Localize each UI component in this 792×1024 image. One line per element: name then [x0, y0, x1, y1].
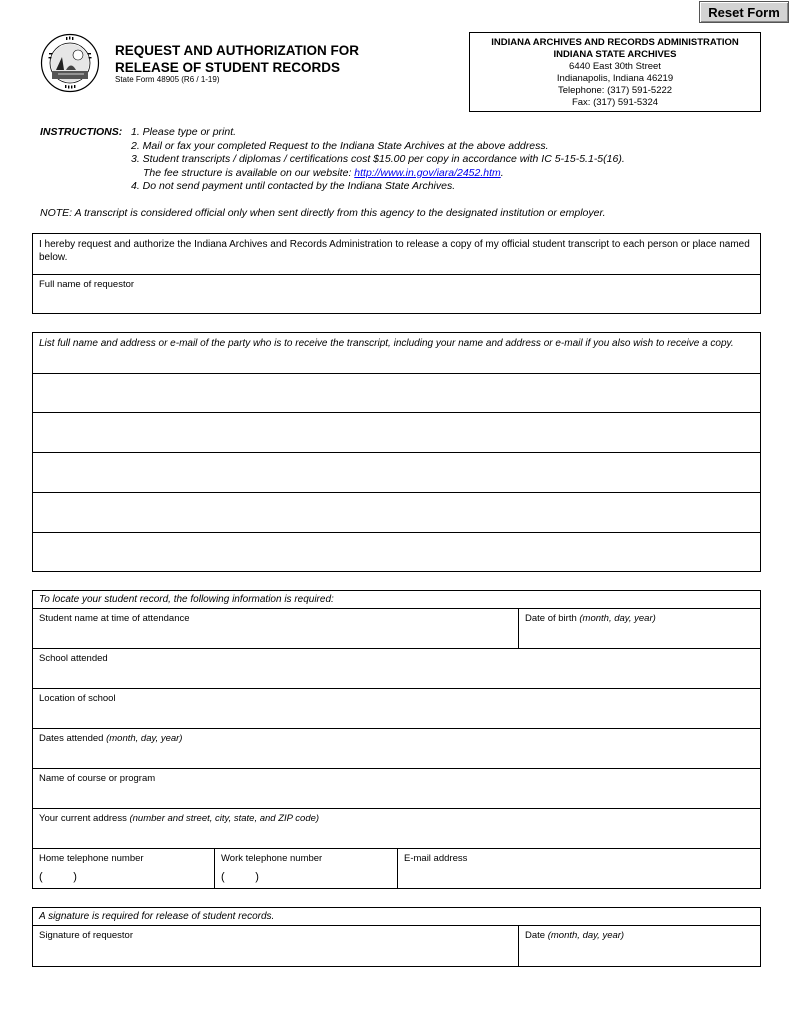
signature-header: A signature is required for release of student records.: [39, 911, 275, 922]
agency-division: INDIANA STATE ARCHIVES: [553, 49, 677, 60]
signature-field[interactable]: [33, 926, 518, 967]
authorization-statement: I hereby request and authorize the Indiana Archives and Records Administration to release a copy of my official student transcript to each person or place named below.: [39, 239, 750, 263]
instructions-label: INSTRUCTIONS:: [40, 126, 123, 138]
agency-telephone: Telephone: (317) 591-5222: [557, 85, 673, 96]
form-number: State Form 48905 (R6 / 1-19): [115, 75, 220, 84]
authorization-section: [32, 233, 761, 314]
state-seal-icon: [40, 33, 100, 93]
recipient-line-2[interactable]: [33, 412, 760, 452]
student-record-header: To locate your student record, the following information is required:: [39, 594, 334, 605]
form-title-line1: REQUEST AND AUTHORIZATION FOR: [115, 43, 359, 58]
signature-label: Signature of requestor: [39, 930, 134, 941]
work-telephone-field[interactable]: [214, 849, 397, 889]
signature-date-label: Date (month, day, year): [525, 930, 625, 941]
home-telephone-label: Home telephone number: [39, 853, 144, 864]
recipients-instruction: List full name and address or e-mail of the party who is to receive the transcript, including your name and address or e-mail if you also wish to receive a copy.: [39, 338, 734, 349]
form-title-line2: RELEASE OF STUDENT RECORDS: [115, 60, 341, 75]
agency-fax: Fax: (317) 591-5324: [571, 97, 659, 108]
reset-form-button[interactable]: Reset Form: [699, 1, 789, 23]
school-location-label: Location of school: [39, 693, 116, 704]
instruction-item: 3. Student transcripts / diplomas / certifications cost $15.00 per copy in accordance with IC 5-15-5.1-5(16).: [131, 153, 625, 166]
current-address-label: Your current address (number and street, city, state, and ZIP code): [39, 813, 320, 824]
agency-name: INDIANA ARCHIVES AND RECORDS ADMINISTRATION: [491, 37, 739, 48]
date-of-birth-field[interactable]: [518, 609, 760, 649]
agency-street: 6440 East 30th Street: [569, 61, 661, 72]
student-name-row: [33, 608, 760, 649]
recipient-line-1[interactable]: [33, 373, 760, 413]
email-label: E-mail address: [404, 853, 468, 864]
recipient-line-3[interactable]: [33, 452, 760, 492]
course-program-label: Name of course or program: [39, 773, 156, 784]
signature-header-row: [33, 908, 760, 926]
fee-structure-text: The fee structure is available on our website:: [143, 166, 355, 179]
current-address-field[interactable]: [33, 808, 760, 849]
instruction-item: 4. Do not send payment until contacted by the Indiana State Archives.: [131, 180, 456, 193]
official-transcript-note: NOTE: A transcript is considered official only when sent directly from this agency to the designated institution or employer.: [40, 207, 606, 219]
fee-structure-link[interactable]: http://www.in.gov/iara/2452.htm: [354, 166, 501, 179]
date-of-birth-label: Date of birth (month, day, year): [525, 613, 656, 624]
agency-address-box: [469, 32, 761, 112]
contact-row: [33, 848, 760, 889]
instructions-list: [131, 126, 751, 194]
authorization-statement-row: [33, 234, 760, 275]
agency-city: Indianapolis, Indiana 46219: [556, 73, 674, 84]
recipients-section: [32, 332, 761, 572]
student-name-field[interactable]: [33, 609, 518, 649]
home-telephone-area-code: ( ): [39, 871, 77, 883]
signature-section: [32, 907, 761, 967]
home-telephone-field[interactable]: [33, 849, 214, 889]
school-attended-field[interactable]: [33, 648, 760, 689]
dates-attended-label: Dates attended (month, day, year): [39, 733, 183, 744]
instruction-item: 2. Mail or fax your completed Request to the Indiana State Archives at the above address.: [131, 139, 549, 152]
student-name-label: Student name at time of attendance: [39, 613, 190, 624]
email-field[interactable]: [397, 849, 760, 889]
work-telephone-label: Work telephone number: [221, 853, 323, 864]
instruction-item: 1. Please type or print.: [131, 126, 237, 138]
student-record-section: [32, 590, 761, 889]
form-title: [115, 42, 415, 76]
student-record-header-row: [33, 591, 760, 609]
full-name-label: Full name of requestor: [39, 279, 135, 290]
recipient-line-5[interactable]: [33, 532, 760, 572]
school-attended-label: School attended: [39, 653, 108, 664]
instruction-item: [131, 167, 751, 181]
fee-structure-period: .: [500, 166, 504, 179]
recipients-instruction-row: [33, 333, 760, 374]
recipient-line-4[interactable]: [33, 492, 760, 532]
signature-date-field[interactable]: [518, 926, 760, 967]
full-name-field[interactable]: [33, 274, 760, 314]
signature-row: [33, 925, 760, 967]
dates-attended-field[interactable]: [33, 728, 760, 769]
school-location-field[interactable]: [33, 688, 760, 729]
work-telephone-area-code: ( ): [221, 871, 259, 883]
course-program-field[interactable]: [33, 768, 760, 809]
